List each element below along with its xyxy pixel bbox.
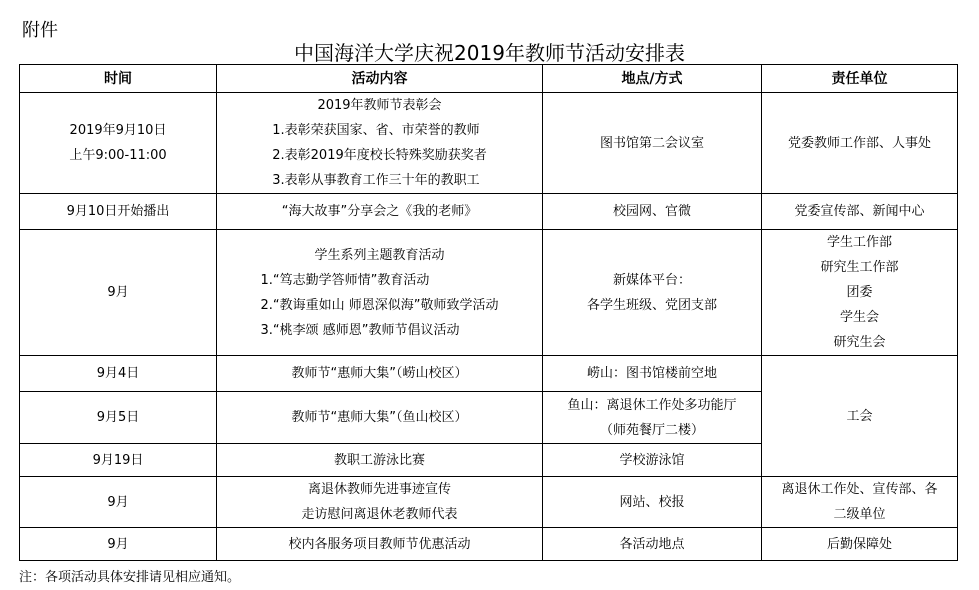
time-cell [20,392,217,444]
activity-title: 2019年教师节表彰会 [317,98,442,113]
activity-item: 2.表彰2019年度校长特殊奖励获奖者 [272,148,487,163]
activity-cell [217,392,543,444]
activity-item: 1.“笃志勤学答师情”教育活动 [260,272,430,288]
page-title: 中国海洋大学庆祝2019年教师节活动安排表 [294,41,685,65]
time-cell [20,93,217,194]
activity-cell [217,477,543,528]
place-text: 图书馆第二会议室 [599,135,704,151]
place-cell [543,392,762,444]
unit-cell [762,356,958,477]
unit-text: 二级单位 [833,507,886,522]
activity-title: 教师节“惠师大集”（崂山校区） [291,366,468,381]
schedule-table [19,64,958,561]
activity-cell [217,230,543,356]
place-cell [543,356,762,392]
activity-title: 教师节“惠师大集”（鱼山校区） [291,410,468,425]
activity-title: “海大故事”分享会之《我的老师》 [281,204,478,219]
time-text: 9月 [107,494,129,510]
activity-title: 学生系列主题教育活动 [314,247,445,263]
table-row [20,477,958,528]
activity-cell [217,444,543,477]
activity-title: 教职工游泳比赛 [333,452,425,468]
table-row [20,93,958,194]
time-cell [20,477,217,528]
table-row [20,356,958,392]
time-text: 9月4日 [96,366,140,381]
place-cell [543,230,762,356]
unit-text: 党委教师工作部、人事处 [787,135,931,151]
unit-cell [762,477,958,528]
place-cell [543,528,762,561]
unit-text: 学生工作部 [826,235,892,250]
unit-text: 离退休工作处、宣传部、各 [781,482,938,497]
activity-cell [217,356,543,392]
place-text: 鱼山：离退休工作处多功能厅 [567,397,737,413]
activity-item: 3.“桃李颂 感师恩”教师节倡议活动 [260,322,460,338]
activity-title: 离退休教师先进事迹宣传 [307,482,451,497]
activity-title: 校内各服务项目教师节优惠活动 [288,536,471,552]
activity-item: 走访慰问离退休老教师代表 [301,507,458,522]
place-text: 新媒体平台： [612,272,691,288]
place-cell [543,477,762,528]
activity-cell [217,528,543,561]
unit-cell [762,93,958,194]
place-text: 崂山：图书馆楼前空地 [586,366,717,381]
column-header-activity: 活动内容 [217,65,543,93]
unit-text: 研究生工作部 [820,260,899,275]
unit-text: 团委 [846,285,873,300]
activity-cell [217,93,543,194]
time-cell [20,444,217,477]
table-row [20,528,958,561]
place-text: 各活动地点 [619,536,685,552]
unit-cell [762,194,958,230]
time-cell [20,356,217,392]
time-cell [20,194,217,230]
activity-cell [217,194,543,230]
time-text: 9月 [107,536,129,552]
place-cell [543,444,762,477]
activity-item: 2.“教诲重如山 师恩深似海”敬师致学活动 [260,297,499,313]
unit-cell [762,230,958,356]
table-header-row [20,65,958,93]
attachment-label: 附件 [22,20,58,41]
column-header-unit: 责任单位 [762,65,958,93]
time-text: 9月5日 [96,410,140,425]
table-row [20,230,958,356]
place-text: 校园网、官微 [612,204,691,219]
column-header-time: 时间 [20,65,217,93]
column-header-place: 地点/方式 [543,65,762,93]
place-cell [543,194,762,230]
activity-item: 3.表彰从事教育工作三十年的教职工 [272,173,480,188]
unit-text: 工会 [846,408,873,424]
place-cell [543,93,762,194]
unit-cell [762,528,958,561]
unit-text: 党委宣传部、新闻中心 [794,204,925,219]
table-row [20,194,958,230]
time-cell [20,528,217,561]
unit-text: 后勤保障处 [826,536,892,552]
place-text: （师苑餐厅二楼） [599,422,704,438]
time-text: 2019年9月10日 [69,123,167,138]
footnote: 注：各项活动具体安排请见相应通知。 [19,570,241,585]
place-text: 各学生班级、党团支部 [586,297,717,313]
place-text: 学校游泳馆 [619,452,685,468]
unit-text: 学生会 [839,310,879,325]
activity-item: 1.表彰荣获国家、省、市荣誉的教师 [272,123,480,138]
time-text: 上午9:00-11:00 [69,148,167,163]
unit-text: 研究生会 [833,335,886,350]
time-cell [20,230,217,356]
time-text: 9月19日 [92,452,144,468]
place-text: 网站、校报 [619,494,685,510]
time-text: 9月 [107,285,129,300]
time-text: 9月10日开始播出 [66,204,170,219]
